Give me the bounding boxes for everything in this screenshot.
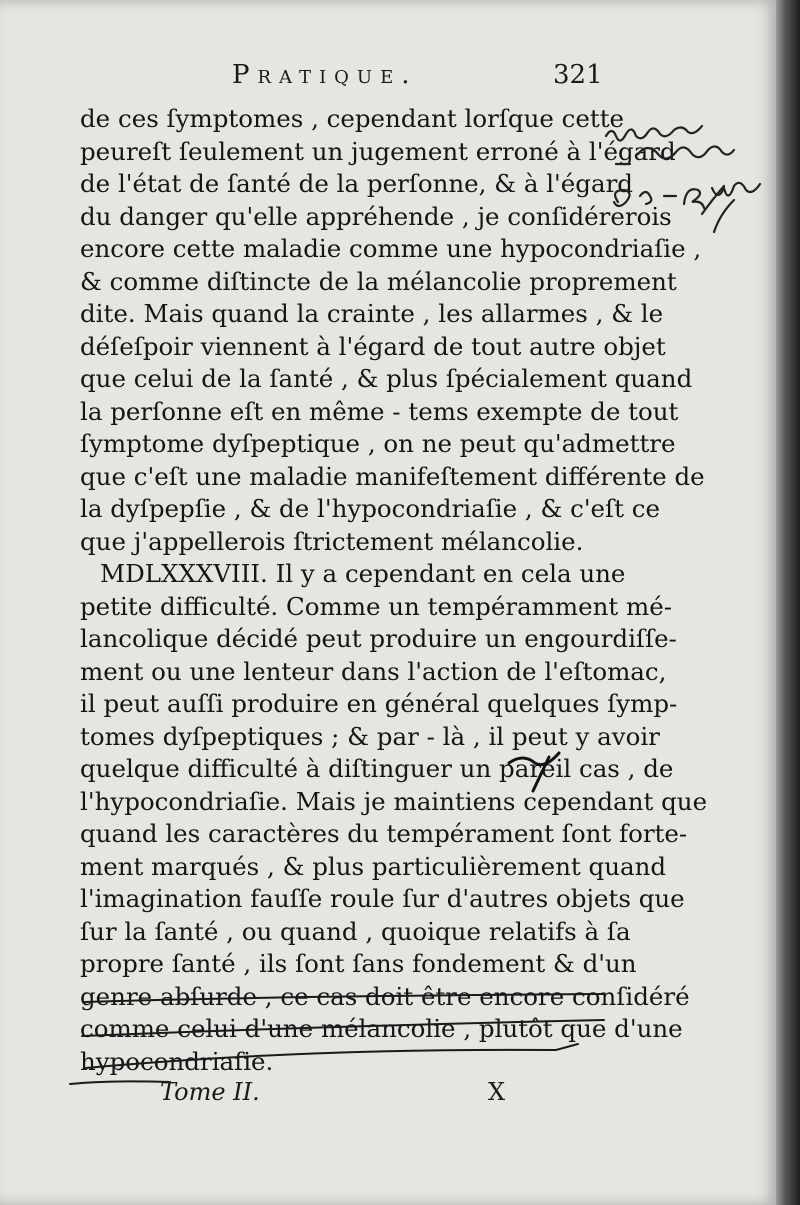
text-line: du danger qu'elle appréhende , je conſidérerois	[80, 201, 672, 231]
text-line: de ces ſymptomes , cependant lorſque cette	[80, 104, 625, 133]
text-line: ment ou une lenteur dans l'action de l'eſtomac,	[80, 656, 667, 686]
text-line: propre ſanté , ils ſont ſans fondement & d'un	[80, 949, 637, 978]
text-line: comme celui d'une mélancolie , plutôt que d'une	[80, 1014, 683, 1043]
text-line: lancolique décidé peut produire un engourdiſſe-	[80, 624, 677, 653]
text-line: que j'appellerois ſtrictement mélancolie.	[80, 526, 584, 556]
text-line: peureſt ſeulement un jugement erroné à l'égard	[80, 136, 676, 166]
text-line: la perſonne eſt en même - tems exempte de tout	[80, 396, 679, 426]
text-line: dite. Mais quand la crainte , les allarmes , & le	[80, 299, 664, 328]
text-line: tomes dyſpeptiques ; & par - là , il peut y avoir	[80, 721, 660, 751]
text-line: hypocondriaſie.	[80, 1046, 274, 1076]
page-number: 321	[553, 60, 603, 90]
text-line: petite difficulté. Comme un tempéramment mé-	[80, 591, 673, 621]
text-line: l'imagination fauſſe roule ſur d'autres objets que	[80, 884, 685, 913]
book-spine-shadow	[776, 0, 800, 1205]
text-line: que c'eſt une maladie manifeſtement différente de	[80, 461, 705, 491]
text-line: la dyſpepſie , & de l'hypocondriaſie , & c'eſt ce	[80, 494, 660, 523]
paragraph-start-line: MDLXXXVIII. Il y a cependant en cela une	[100, 559, 626, 588]
text-line: que celui de la ſanté , & plus ſpécialement quand	[80, 364, 693, 393]
text-line: quand les caractères du tempérament ſont forte-	[80, 819, 688, 848]
text-line: déſeſpoir viennent à l'égard de tout autre objet	[80, 331, 666, 361]
text-line: ſur la ſanté , ou quand , quoique relatifs à ſa	[80, 916, 631, 946]
text-line: ſymptome dyſpeptique , on ne peut qu'admettre	[80, 429, 676, 458]
text-line: quelque difficulté à diſtinguer un pareil cas , de	[80, 754, 674, 783]
footer-signature: X	[488, 1078, 506, 1106]
body-text	[80, 103, 708, 1078]
text-line: encore cette maladie comme une hypocondriaſie ,	[80, 234, 702, 263]
text-line: genre abſurde , ce cas doit être encore conſidéré	[80, 981, 690, 1011]
running-head: Pratique.	[232, 60, 418, 90]
text-line: ment marqués , & plus particulièrement quand	[80, 851, 667, 881]
text-line: de l'état de ſanté de la perſonne, & à l'égard	[80, 169, 633, 198]
text-line: & comme diſtincte de la mélancolie proprement	[80, 266, 677, 296]
text-line: il peut auſſi produire en général quelques ſymp-	[80, 689, 678, 718]
text-line: l'hypocondriaſie. Mais je maintiens cependant que	[80, 786, 708, 816]
footer-volume: Tome II.	[160, 1078, 260, 1106]
